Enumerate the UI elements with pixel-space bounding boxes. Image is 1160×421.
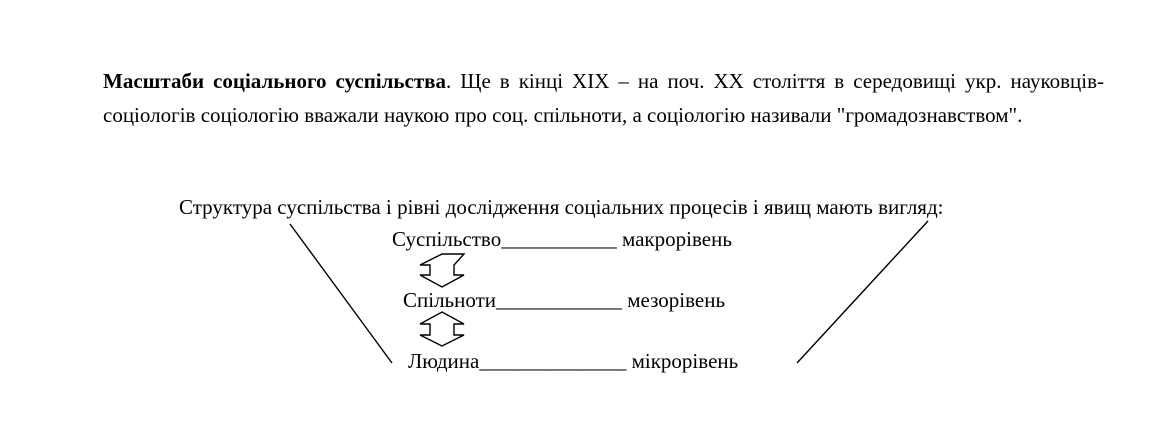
level-blank: ______________ [479, 349, 627, 373]
level-blank: ____________ [496, 288, 623, 312]
level-label: мікрорівень [631, 349, 739, 373]
level-row-communities [403, 288, 725, 312]
double-arrow-icon [420, 312, 464, 346]
right-diagonal-line [797, 221, 928, 363]
level-label: мезорівень [627, 288, 726, 312]
diagram-caption: Структура суспільства і рівні дослідження соціальних процесів і явищ мають вигляд: [179, 195, 944, 219]
paragraph-heading: Масштаби соціального суспільства [103, 69, 447, 93]
paragraph-body: . Ще в кінці XIX – на поч. XX століття в середовищі укр. науковців-соціологів соціологію вважали наукою про соц. спільноти, а соціологію називали "громадознавством". [103, 69, 1104, 127]
level-name: Суспільство [392, 227, 502, 251]
level-name: Спільноти [403, 288, 497, 312]
double-arrow-icon [420, 254, 464, 287]
intro-paragraph [103, 64, 1104, 132]
level-row-society [392, 227, 732, 251]
level-label: макрорівень [621, 227, 732, 251]
left-diagonal-line [290, 224, 392, 363]
level-row-person [408, 349, 738, 373]
level-name: Людина [408, 349, 480, 373]
level-blank: ___________ [501, 227, 617, 251]
